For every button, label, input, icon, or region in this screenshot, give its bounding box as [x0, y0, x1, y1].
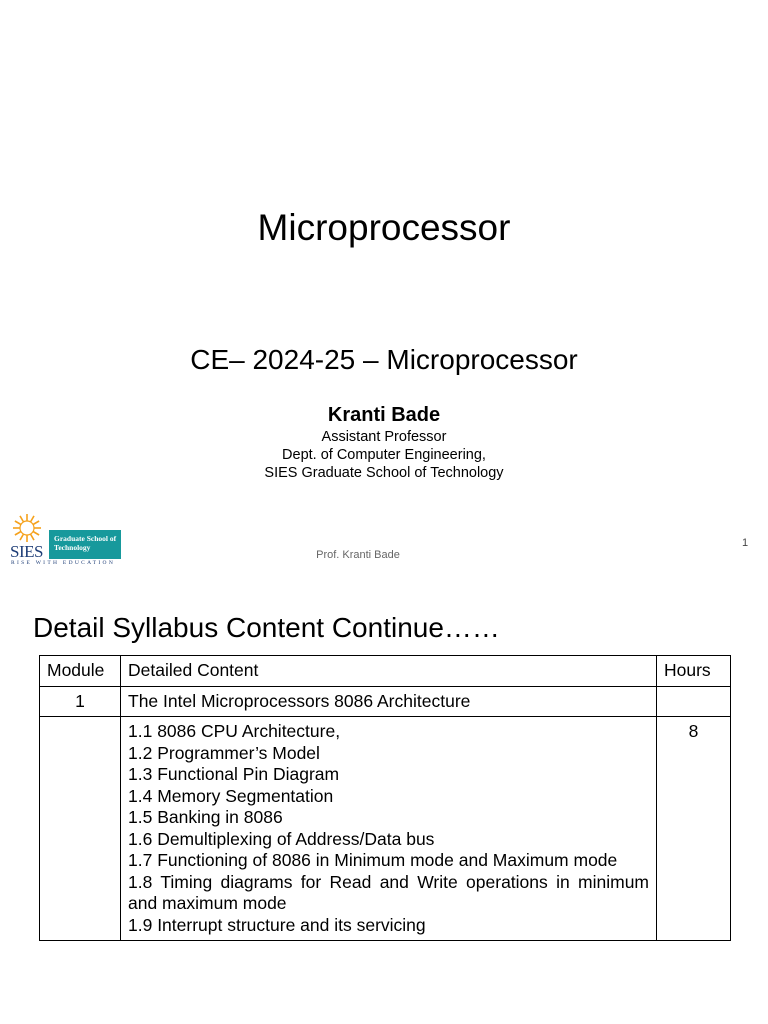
module-number-empty	[40, 717, 121, 941]
topic-item: 1.6 Demultiplexing of Address/Data bus	[128, 828, 435, 849]
topic-item: 1.4 Memory Segmentation	[128, 785, 334, 806]
topic-item: 1.2 Programmer’s Model	[128, 742, 320, 763]
module-hours-empty	[657, 686, 731, 717]
logo-box-line2: Technology	[54, 543, 91, 552]
logo-tagline: RISE WITH EDUCATION	[11, 560, 116, 566]
topic-item: 1.7 Functioning of 8086 in Minimum mode and Maximum mode	[128, 850, 618, 870]
page-number: 1	[741, 537, 749, 549]
table-row	[40, 686, 731, 717]
topic-item: 1.9 Interrupt structure and its servicing	[128, 914, 426, 935]
logo-wordmark: SIES	[10, 542, 43, 561]
logo-box	[49, 530, 121, 559]
author-dept: Dept. of Computer Engineering,	[282, 447, 486, 463]
author-role: Assistant Professor	[321, 429, 447, 445]
sun-icon	[10, 513, 44, 543]
slide-subtitle: CE– 2024-25 – Microprocessor	[190, 344, 578, 375]
slide-title: Microprocessor	[257, 207, 511, 248]
syllabus-table	[39, 655, 731, 941]
topic-item: 1.3 Functional Pin Diagram	[128, 764, 340, 784]
topics-hours: 8	[657, 717, 731, 941]
header-hours: Hours	[657, 656, 731, 687]
topics-cell	[121, 717, 657, 941]
module-number: 1	[40, 686, 121, 717]
header-module: Module	[40, 656, 121, 687]
slide-title: Detail Syllabus Content Continue……	[33, 612, 500, 643]
topic-item: 1.1 8086 CPU Architecture,	[128, 721, 341, 741]
module-title: The Intel Microprocessors 8086 Architecture	[121, 686, 657, 717]
author-institute: SIES Graduate School of Technology	[264, 465, 504, 481]
table-header-row	[40, 656, 731, 687]
topic-item: 1.5 Banking in 8086	[128, 807, 283, 827]
sies-logo	[10, 513, 125, 569]
footer-name: Prof. Kranti Bade	[316, 549, 400, 561]
logo-box-line1: Graduate School of	[54, 534, 117, 543]
table-row	[40, 717, 731, 941]
topic-item: 1.8 Timing diagrams for Read and Write operations in minimum and maximum mode	[128, 871, 649, 913]
header-content: Detailed Content	[121, 656, 657, 687]
syllabus-slide	[0, 576, 768, 1024]
author-name: Kranti Bade	[327, 404, 441, 426]
